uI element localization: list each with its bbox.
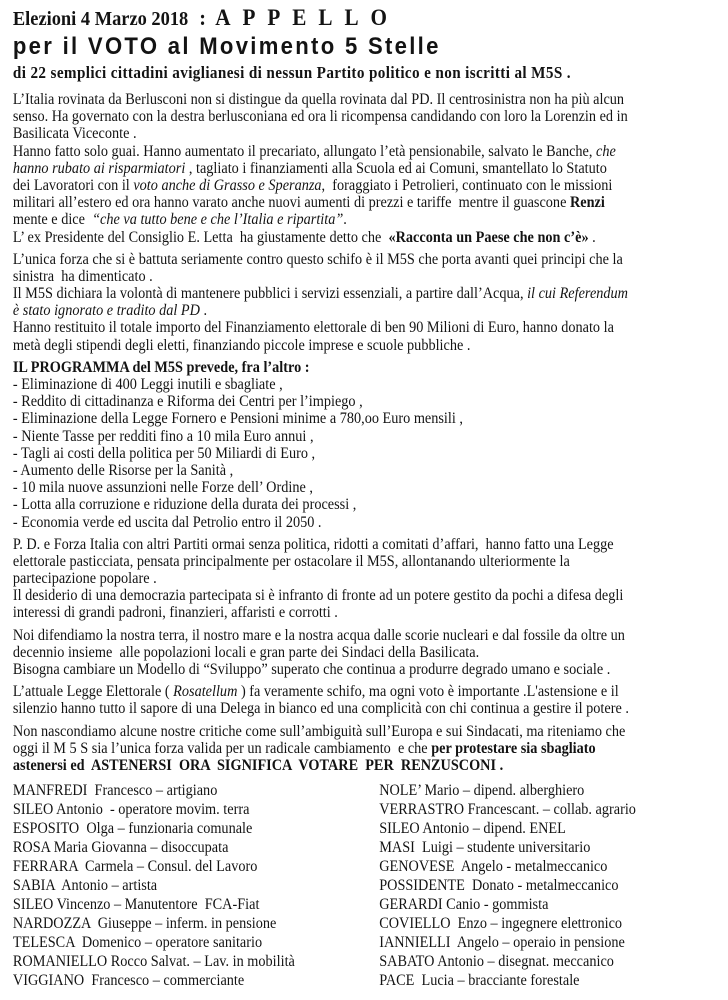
text-line	[13, 496, 728, 513]
signatory: POSSIDENTE Donato - metalmeccanico	[379, 877, 619, 895]
signatories-right-column	[379, 781, 728, 990]
text-line	[13, 479, 728, 496]
text-line	[13, 125, 728, 142]
signatory: MASI Luigi – studente universitario	[379, 839, 591, 857]
text-line	[13, 536, 728, 553]
text-line	[13, 251, 728, 268]
italic-text: il cui Referendum	[527, 285, 628, 303]
signatories-left-column	[13, 781, 379, 990]
text-line	[13, 143, 728, 160]
italic-text: “che va tutto bene e che l’Italia e ripartita”	[92, 211, 344, 229]
title-appello: APPELLO	[215, 5, 399, 30]
signatory: PACE Lucia – bracciante forestale	[379, 972, 580, 990]
text-run: Non nascondiamo alcune nostre critiche come sull’ambiguità sull’Europa e sui Sindacati, ma riteniamo che	[12, 722, 626, 740]
text-line	[13, 359, 728, 376]
text-run: decennio insieme alle popolazioni locali e gran parte dei Sindaci della Basilicata.	[12, 643, 480, 661]
text-line	[13, 194, 728, 211]
text-run: - Lotta alla corruzione e riduzione della durata dei processi ,	[12, 496, 357, 514]
text-line	[13, 587, 728, 604]
signatory: SILEO Antonio - operatore movim. terra	[12, 801, 250, 819]
text-line	[13, 462, 728, 479]
text-line	[13, 604, 728, 621]
document-body	[13, 91, 728, 774]
text-line	[13, 376, 728, 393]
text-run: Noi difendiamo la nostra terra, il nostro mare e la nostra acqua dalle scorie nucleari e dal fossile da oltre un	[12, 626, 625, 644]
text-run: .	[588, 228, 596, 246]
signatory: FERRARA Carmela – Consul. del Lavoro	[12, 858, 258, 876]
text-run: - Economia verde ed uscita dal Petrolio entro il 2050 .	[12, 513, 322, 531]
text-run: L’ ex Presidente del Consiglio E. Letta ha giustamente detto che	[12, 228, 389, 246]
text-line	[13, 445, 728, 462]
signatory: SABATO Antonio – disegnat. meccanico	[379, 953, 614, 971]
text-run: dei Lavoratori con il	[12, 176, 134, 194]
signatory: SABIA Antonio – artista	[12, 877, 158, 895]
signatory: GENOVESE Angelo - metalmeccanico	[379, 858, 608, 876]
signatories	[13, 781, 728, 990]
text-run: Hanno fatto solo guai. Hanno aumentato il precariato, allungato l’età pensionabile, salvato le Banche,	[12, 142, 597, 160]
text-run: - Tagli ai costi della politica per 50 Miliardi di Euro ,	[12, 444, 316, 462]
conclusion-paragraph	[13, 723, 728, 775]
text-run: - Eliminazione della Legge Fornero e Pensioni minime a 780,oo Euro mensili ,	[12, 410, 463, 428]
text-line	[13, 229, 728, 246]
program-section	[13, 359, 728, 531]
text-run: L’Italia rovinata da Berlusconi non si distingue da quella rovinata dal PD. Il centrosinistra non ha più alcun	[12, 91, 625, 108]
signatory: NARDOZZA Giuseppe – inferm. in pensione	[12, 915, 277, 933]
italic-text: hanno rubato ai risparmiatori	[12, 159, 186, 177]
italic-text: è stato ignorato e tradito dal PD	[12, 302, 200, 320]
text-run: senso. Ha governato con la destra berlusconiana ed ora li ricompensa candidando con loro la Lorenzin ed in	[12, 108, 628, 126]
text-run: Basilicata Viceconte .	[12, 125, 137, 143]
subtitle: di 22 semplici cittadini aviglianesi di nessun Partito politico e non iscritti al M5S .	[12, 63, 571, 82]
text-line	[13, 285, 728, 302]
bold-text: IL PROGRAMMA del M5S prevede, fra l’altro :	[12, 358, 310, 376]
text-run: interessi di grandi padroni, finanzieri, affaristi e corrotti .	[12, 604, 338, 622]
m5s-paragraph	[13, 251, 728, 354]
text-line	[13, 410, 728, 427]
text-run: - Aumento delle Risorse per la Sanità ,	[12, 461, 234, 479]
text-line	[13, 627, 728, 644]
text-line	[13, 91, 728, 108]
title-colon: :	[199, 5, 207, 30]
text-run: oggi il M 5 S sia l’unica forza valida per un radicale cambiamento e che	[12, 739, 432, 757]
text-run: Bisogna cambiare un Modello di “Sviluppo” superato che continua a produrre degrado umano e sociale .	[12, 661, 611, 678]
text-line	[13, 757, 728, 774]
italic-text: Rosatellum	[173, 683, 238, 701]
signatory: COVIELLO Enzo – ingegnere elettronico	[379, 915, 623, 933]
signatory: VERRASTRO Francescant. – collab. agrario	[379, 801, 636, 819]
signatory: SILEO Vincenzo – Manutentore FCA-Fiat	[12, 896, 260, 914]
signatory: TELESCA Domenico – operatore sanitario	[12, 934, 263, 952]
italic-text: che	[596, 142, 616, 160]
text-line	[13, 570, 728, 587]
text-run: .	[199, 302, 208, 320]
text-line	[13, 514, 728, 531]
text-line	[13, 108, 728, 125]
signatory: SILEO Antonio – dipend. ENEL	[379, 820, 566, 838]
signatory: NOLE’ Mario – dipend. alberghiero	[379, 782, 585, 800]
text-line	[13, 319, 728, 336]
signatory: ESPOSITO Olga – funzionaria comunale	[12, 820, 253, 838]
text-run: L’unica forza che si è battuta seriamente contro questo schifo è il M5S che porta avanti quei principi che la	[12, 250, 623, 268]
text-run: sinistra ha dimenticato .	[12, 267, 153, 285]
text-line	[13, 177, 728, 194]
text-line	[13, 740, 728, 757]
text-line	[13, 723, 728, 740]
text-run: .	[343, 211, 347, 229]
text-run: , tagliato i finanziamenti alla Scuola ed ai Comuni, smantellato lo Statuto	[185, 159, 607, 177]
text-run: - 10 mila nuove assunzioni nelle Forze dell’ Ordine ,	[12, 479, 313, 497]
signatory: VIGGIANO Francesco – commerciante	[12, 972, 245, 990]
bold-text: Renzi	[569, 194, 605, 212]
signatory: IANNIELLI Angelo – operaio in pensione	[379, 934, 625, 952]
text-run: elettorale pasticciata, pensata principalmente per ostacolare il M5S, allontanando ulteriormente la	[12, 552, 570, 570]
text-run: metà degli stipendi degli eletti, finanziando piccole imprese e scuole pubbliche .	[12, 336, 471, 354]
text-line	[13, 268, 728, 285]
title-line1	[13, 5, 728, 32]
text-line	[13, 683, 728, 700]
title-line2: per il VOTO al Movimento 5 Stelle	[12, 33, 441, 60]
text-run: Il desiderio di una democrazia partecipata si è infranto di fronte ad un potere gestito da pochi a difesa degli	[12, 587, 624, 605]
text-line	[13, 302, 728, 319]
bold-text: «Racconta un Paese che non c’è»	[388, 228, 589, 246]
text-run: mente e dice	[12, 211, 93, 229]
signatory: MANFREDI Francesco – artigiano	[12, 782, 218, 800]
bold-text: per protestare sia sbagliato	[431, 739, 596, 757]
text-run: silenzio hanno tutto il sapore di una Delega in bianco ed una complicità con chi continua a gestire il potere .	[12, 700, 629, 718]
intro-paragraph	[13, 91, 728, 246]
text-run: Il M5S dichiara la volontà di mantenere pubblici i servizi essenziali, a partire dall’Acqua,	[12, 285, 528, 303]
parties-paragraph	[13, 536, 728, 622]
signatory: ROSA Maria Giovanna – disoccupata	[12, 839, 229, 857]
text-run: - Niente Tasse per redditi fino a 10 mila Euro annui ,	[12, 427, 314, 445]
text-line	[13, 661, 728, 678]
text-run: - Reddito di cittadinanza e Riforma dei Centri per l’impiego ,	[12, 393, 363, 411]
text-run: ) fa veramente schifo, ma ogni voto è importante .L'astensione e il	[237, 683, 619, 701]
text-run: militari all’estero ed ora hanno varato anche nuovi aumenti di prezzi e tariffe mentre il guascone	[12, 194, 570, 212]
text-line	[13, 337, 728, 354]
text-run: partecipazione popolare .	[12, 570, 157, 588]
signatory: GERARDI Canio - gommista	[379, 896, 549, 914]
electoral-law-paragraph	[13, 683, 728, 717]
territory-paragraph	[13, 627, 728, 679]
text-run: P. D. e Forza Italia con altri Partiti ormai senza politica, ridotti a comitati d’affari, hanno fatto una Legge	[12, 535, 614, 553]
signatory: ROMANIELLO Rocco Salvat. – Lav. in mobilità	[12, 953, 295, 971]
italic-text: voto anche di Grasso e Speranza	[133, 176, 322, 194]
text-line	[13, 428, 728, 445]
text-line	[13, 160, 728, 177]
text-line	[13, 644, 728, 661]
text-run: Hanno restituito il totale importo del Finanziamento elettorale di ben 90 Milioni di Euro, hanno donato la	[12, 319, 614, 337]
text-run: - Eliminazione di 400 Leggi inutili e sbagliate ,	[12, 376, 283, 393]
title-date: Elezioni 4 Marzo 2018	[12, 8, 189, 30]
text-line	[13, 553, 728, 570]
text-line	[13, 700, 728, 717]
text-run: L’attuale Legge Elettorale (	[12, 683, 174, 701]
text-line	[13, 393, 728, 410]
text-run: , foraggiato i Petrolieri, continuato con le missioni	[321, 176, 613, 194]
text-line	[13, 211, 728, 228]
bold-text: astenersi ed ASTENERSI ORA SIGNIFICA VOTARE PER RENZUSCONI .	[12, 756, 504, 774]
